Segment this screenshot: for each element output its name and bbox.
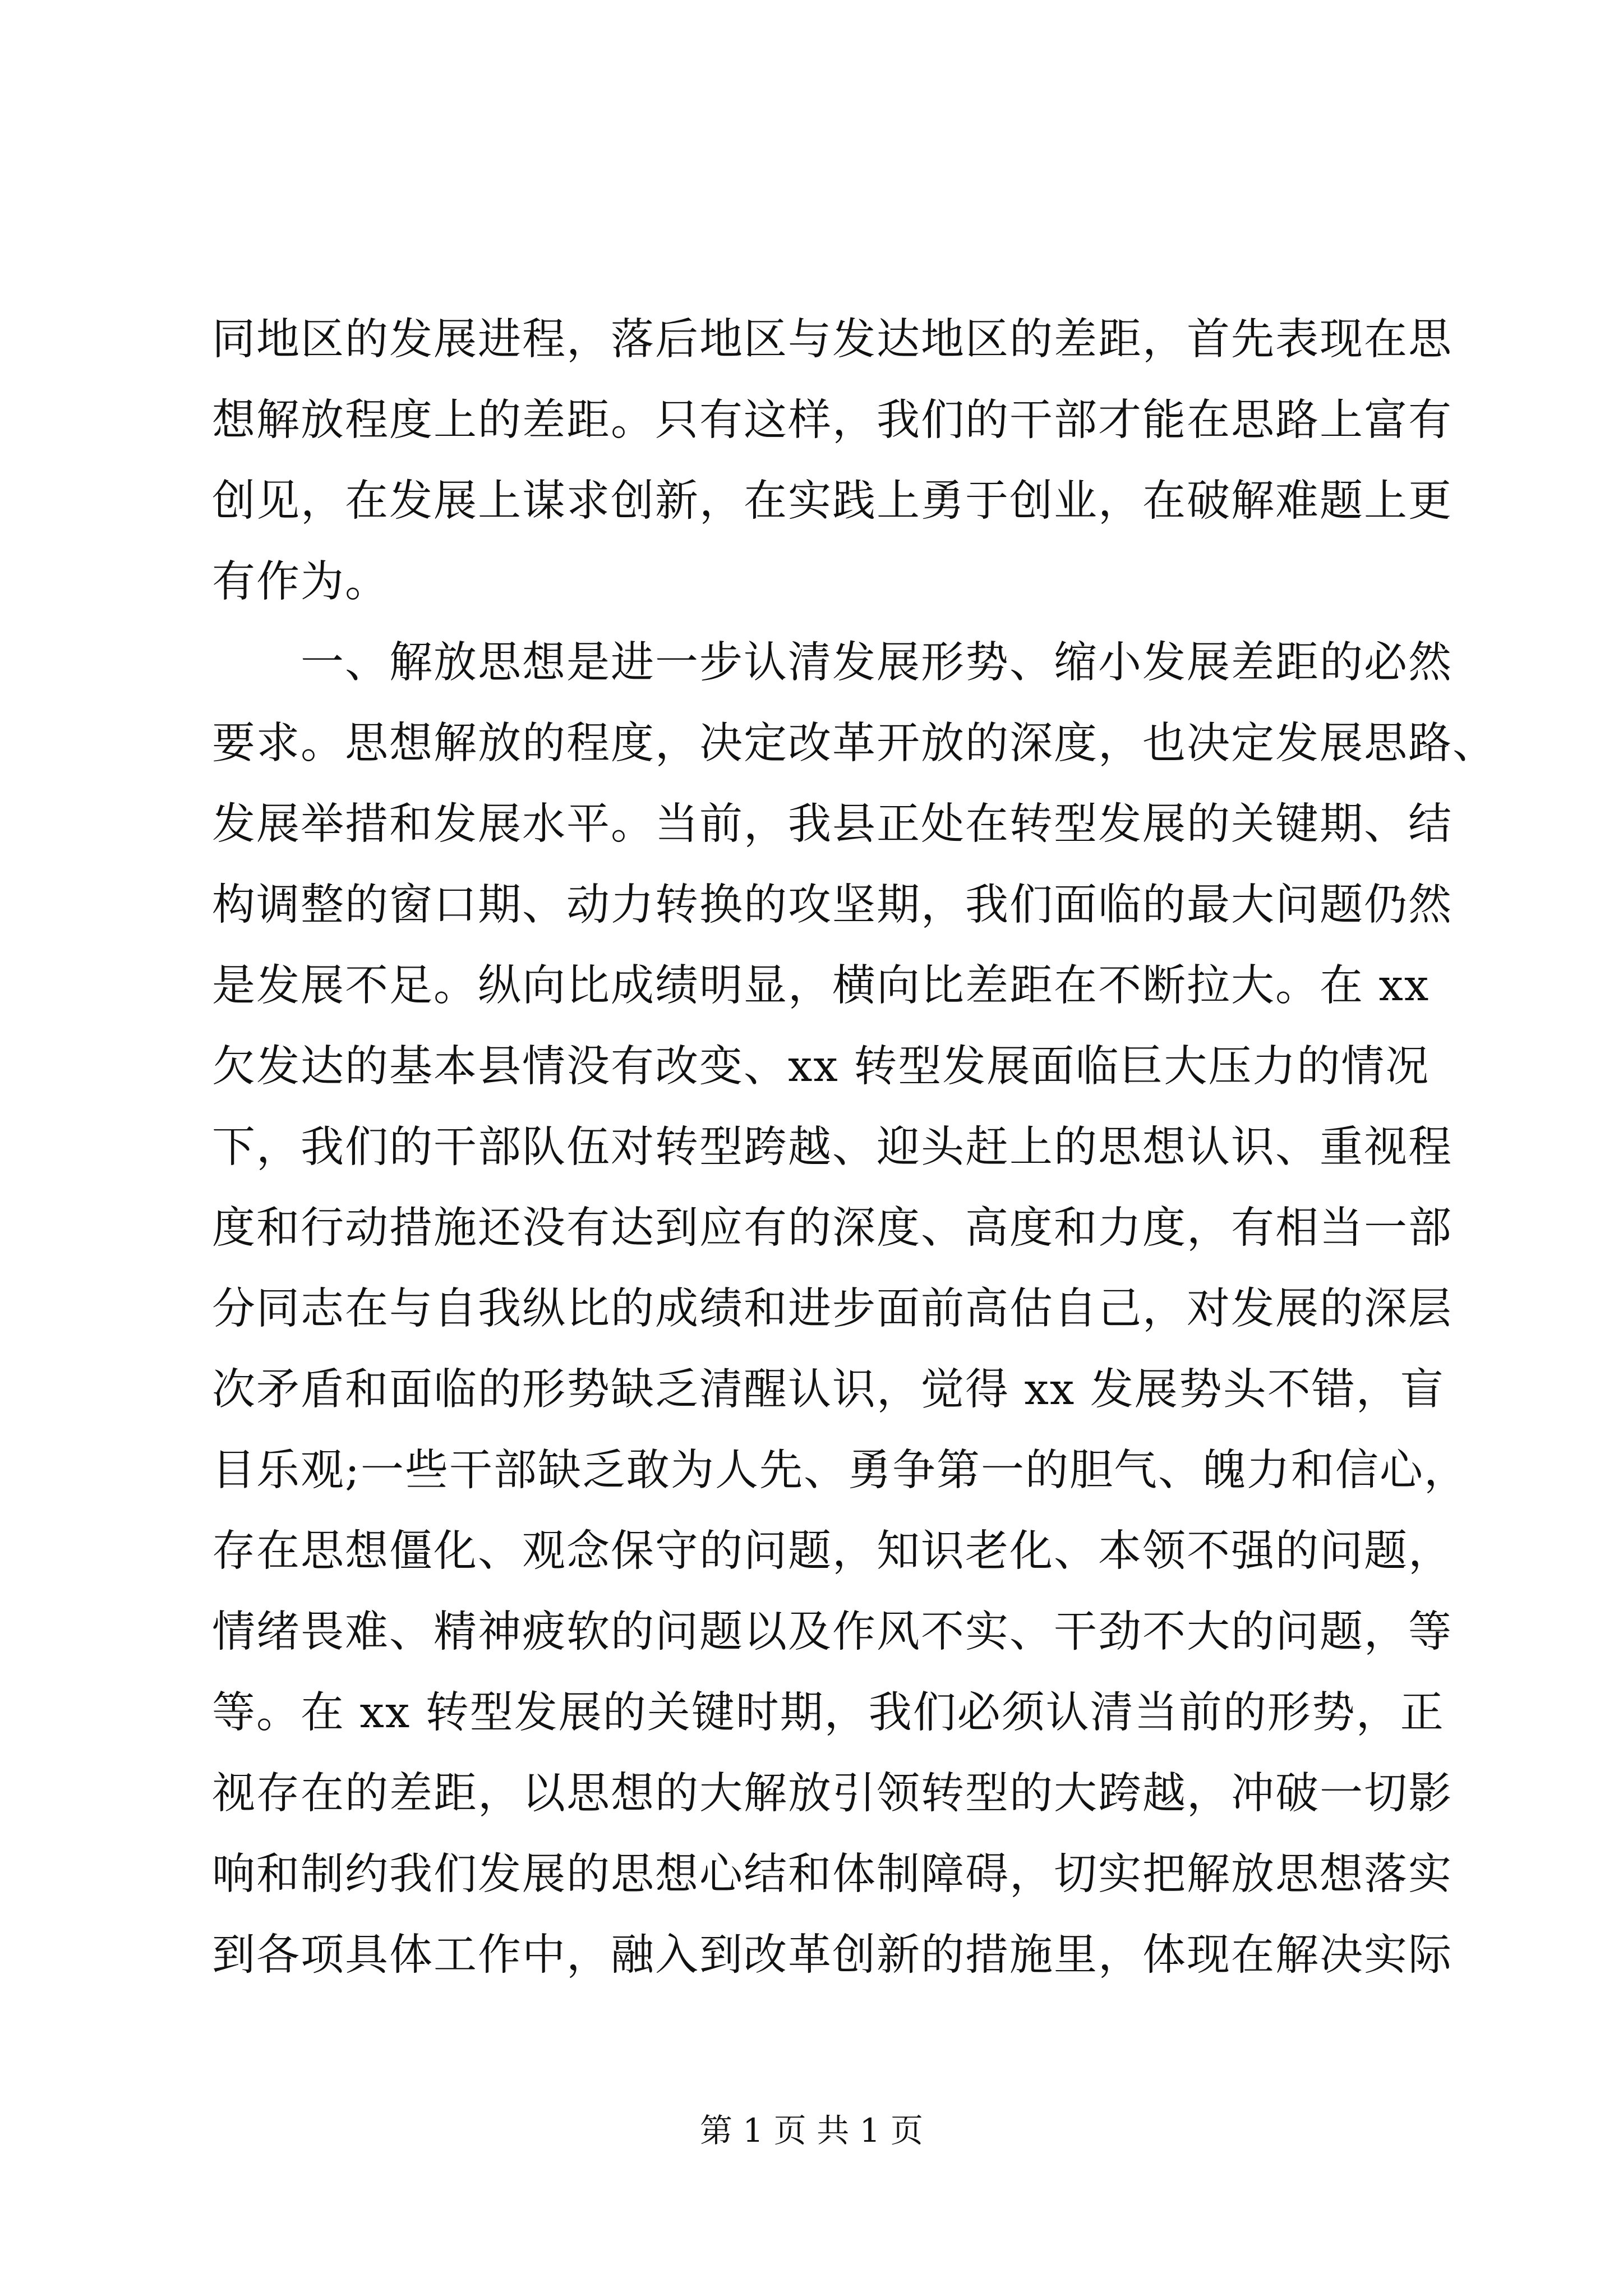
text-line: 情绪畏难、精神疲软的问题以及作风不实、干劲不大的问题，等 bbox=[212, 1607, 1453, 1657]
text-line: 次矛盾和面临的形势缺乏清醒认识，觉得 xx 发展势头不错，盲 bbox=[212, 1365, 1445, 1415]
text-line: 目乐观;一些干部缺乏敢为人先、勇争第一的胆气、魄力和信心， bbox=[212, 1446, 1468, 1496]
text-line: 发展举措和发展水平。当前，我县正处在转型发展的关键期、结 bbox=[212, 799, 1453, 849]
text-line: 存在思想僵化、观念保守的问题，知识老化、本领不强的问题， bbox=[212, 1526, 1453, 1576]
text-line: 下，我们的干部队伍对转型跨越、迎头赶上的思想认识、重视程 bbox=[212, 1122, 1453, 1172]
text-line: 度和行动措施还没有达到应有的深度、高度和力度，有相当一部 bbox=[212, 1203, 1453, 1253]
text-line: 有作为。 bbox=[212, 557, 389, 607]
body-text bbox=[212, 300, 1497, 1996]
text-line: 分同志在与自我纵比的成绩和进步面前高估自己，对发展的深层 bbox=[212, 1284, 1453, 1334]
text-line: 响和制约我们发展的思想心结和体制障碍，切实把解放思想落实 bbox=[212, 1849, 1453, 1899]
text-line: 到各项具体工作中，融入到改革创新的措施里，体现在解决实际 bbox=[212, 1930, 1453, 1980]
text-line: 等。在 xx 转型发展的关键时期，我们必须认清当前的形势，正 bbox=[212, 1688, 1445, 1738]
text-line: 想解放程度上的差距。只有这样，我们的干部才能在思路上富有 bbox=[212, 395, 1453, 445]
text-line: 欠发达的基本县情没有改变、xx 转型发展面临巨大压力的情况 bbox=[212, 1042, 1430, 1092]
text-line: 构调整的窗口期、动力转换的攻坚期，我们面临的最大问题仍然 bbox=[212, 880, 1453, 930]
text-line: 同地区的发展进程，落后地区与发达地区的差距，首先表现在思 bbox=[212, 315, 1453, 365]
text-line: 一、解放思想是进一步认清发展形势、缩小发展差距的必然 bbox=[212, 638, 1453, 688]
text-line: 是发展不足。纵向比成绩明显，横向比差距在不断拉大。在 xx bbox=[212, 961, 1430, 1011]
page-footer: 第 1 页 共 1 页 bbox=[700, 2111, 923, 2150]
text-line: 要求。思想解放的程度，决定改革开放的深度，也决定发展思路、 bbox=[212, 719, 1497, 769]
text-line: 创见，在发展上谋求创新，在实践上勇于创业，在破解难题上更 bbox=[212, 476, 1453, 526]
text-line: 视存在的差距，以思想的大解放引领转型的大跨越，冲破一切影 bbox=[212, 1769, 1453, 1819]
